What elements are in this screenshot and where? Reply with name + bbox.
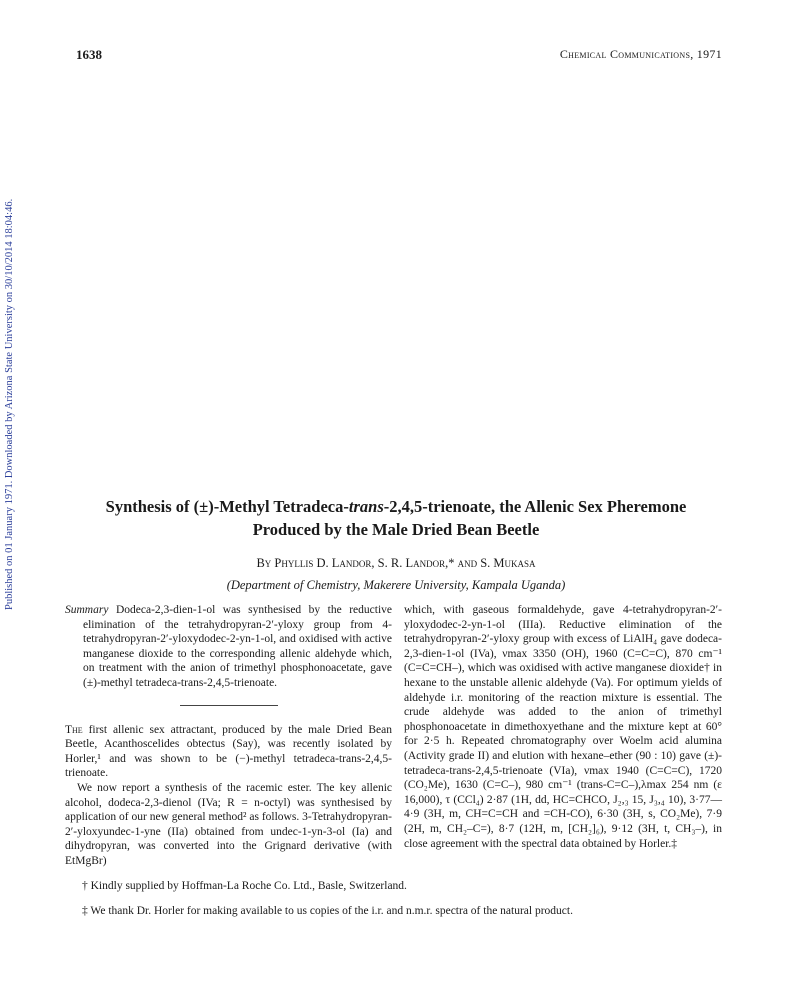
download-side-note[interactable]: Published on 01 January 1971. Downloaded by Arizona State University on 30/10/2014 18:04:46. [4, 198, 15, 610]
summary-text: Dodeca-2,3-dien-1-ol was synthesised by the reductive elimination of the tetrahydropyran-2′-yloxy group from 4-tetrahydropyran-2′-yloxydodec-2-yn-1-ol, and oxidised with active manganese dioxide to the corresponding allenic aldehyde which, on treatment with the anion of trimethyl phosphonoacetate, gave (±)-methyl tetradeca-trans-2,4,5-trienoate. [83, 604, 392, 689]
intro-lead-word: The [65, 723, 83, 736]
right-column-text: which, with gaseous formaldehyde, gave 4-tetrahydropyran-2′-yloxydodec-2-yn-1-ol (IIIa). Reductive elimination of the tetrahydropyran-2′-yloxy group with excess of LiAlH₄ gave dodeca-2,3-dien-1-ol (IVa), νmax 3350 (OH), 1960 (C=C=C), 870 cm⁻¹ (C=C=CH–), which was oxidised with active manganese dioxide† in hexane to the unstable allenic aldehyde (Va). For optimum yields of aldehyde i.r. monitoring of the reaction mixture is essential. The crude aldehyde was added to the anion of trimethyl phosphonoacetate in dimethoxyethane and the mixture kept at 60° for 2·5 h. Repeated chromatography over Woelm acid alumina (Activity grade II) and elution with hexane–ether (90 : 10) gave (±)-tetradeca-trans-2,4,5-trienoate (VIa), νmax 1940 (C=C=C), 1720 (CO₂Me), 1630 (C=C–), 980 cm⁻¹ (trans-C=C–),λmax 254 nm (ε 16,000), τ (CCl₄) 2·87 (1H, dd, HC=CHCO, J₂,₃ 15, J₃,₄ 10), 3·77—4·9 (3H, m, CH=C=CH and =CH-CO), 6·30 (3H, s, CO₂Me), 7·9 (2H, m, CH₂–C=), 8·7 (12H, m, [CH₂]₆), 9·12 (3H, t, CH₃–), in close agreement with the spectral data obtained by Horler.‡ [404, 604, 722, 850]
section-divider [180, 705, 278, 706]
synthesis-paragraph: We now report a synthesis of the racemic ester. The key allenic alcohol, dodeca-2,3-dienol (IVa; R = n-octyl) was synthesised by application of our new general method² as follows. 3-Tetrahydropyran-2′-yloxyundec-1-yne (IIa) obtained from undec-1-yn-3-ol (Ia) and dihydropyran, was converted into the Grignard derivative (with EtMgBr) [65, 781, 392, 867]
title-part-2: -2,4,5-trienoate, the Allenic Sex Pheremone Produced by the Male Dried Bean Beetle [252, 497, 687, 539]
title-part-1: Synthesis of (±)-Methyl Tetradeca- [105, 497, 349, 516]
intro-paragraph [65, 723, 392, 781]
summary-label: Summary [65, 604, 109, 616]
footnote-double-dagger: ‡ We thank Dr. Horler for making available to us copies of the i.r. and n.m.r. spectra of the natural product. [82, 905, 573, 917]
footnote-dagger: † Kindly supplied by Hoffman-La Roche Co. Ltd., Basle, Switzerland. [82, 880, 407, 892]
summary-paragraph [65, 603, 392, 691]
article-title [90, 495, 702, 541]
intro-text: first allenic sex attractant, produced by the male Dried Bean Beetle, Acanthoscelides obtectus (Say), was recently isolated by Horler,¹ and was shown to be (−)-methyl tetradeca-trans-2,4,5-trienoate. [65, 723, 392, 780]
running-head: Chemical Communications, 1971 [559, 47, 722, 61]
author-byline: By Phyllis D. Landor, S. R. Landor,* and S. Mukasa [256, 556, 536, 570]
affiliation: (Department of Chemistry, Makerere University, Kampala Uganda) [226, 578, 566, 592]
page-number: 1638 [76, 47, 102, 62]
left-column [65, 603, 392, 869]
title-italic-trans: trans [348, 497, 384, 516]
right-column [404, 603, 722, 851]
